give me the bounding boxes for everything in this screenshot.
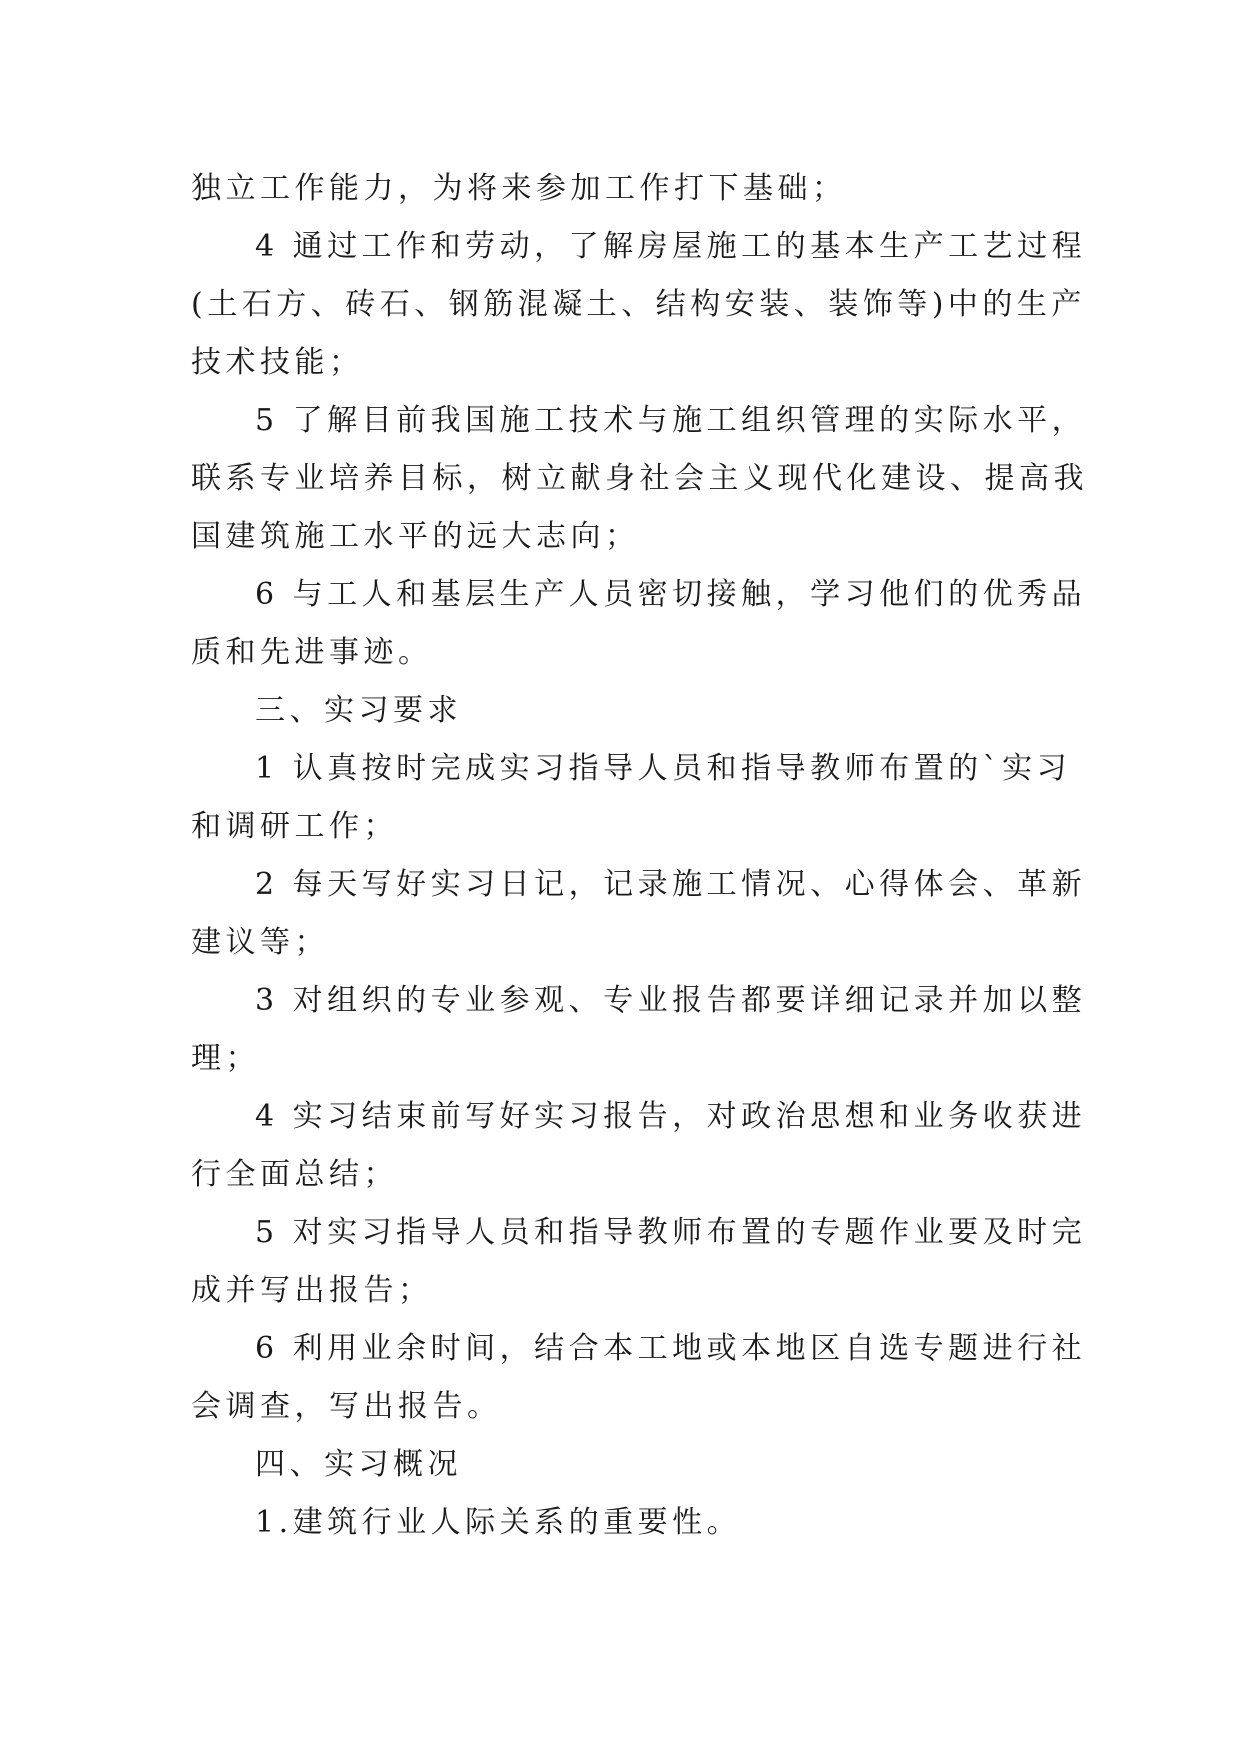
- text-line: 6 利用业余时间，结合本工地或本地区自选专题进行社: [255, 1331, 1087, 1366]
- text-line: 理；: [191, 1041, 260, 1076]
- text-line: 建议等；: [191, 925, 329, 960]
- text-line: 行全面总结；: [191, 1157, 398, 1192]
- text-line: 成并写出报告；: [191, 1273, 433, 1308]
- text-line: 4 通过工作和劳动，了解房屋施工的基本生产工艺过程: [255, 229, 1087, 264]
- text-line: 会调查，写出报告。: [191, 1389, 502, 1424]
- text-line: 5 了解目前我国施工技术与施工组织管理的实际水平，: [255, 403, 1087, 438]
- text-line: 质和先进事迹。: [191, 635, 433, 670]
- text-line: 1 认真按时完成实习指导人员和指导教师布置的`实习: [255, 751, 1072, 786]
- document-body: [191, 160, 1088, 1552]
- text-line: 独立工作能力，为将来参加工作打下基础；: [191, 171, 847, 206]
- text-line: 国建筑施工水平的远大志向；: [191, 519, 640, 554]
- text-line: 5 对实习指导人员和指导教师布置的专题作业要及时完: [255, 1215, 1087, 1250]
- text-line: 6 与工人和基层生产人员密切接触，学习他们的优秀品: [255, 577, 1087, 612]
- text-line: 4 实习结束前写好实习报告，对政治思想和业务收获进: [255, 1099, 1087, 1134]
- text-line: (土石方、砖石、钢筋混凝土、结构安装、装饰等)中的生产: [191, 287, 1086, 322]
- text-line: 2 每天写好实习日记，记录施工情况、心得体会、革新: [255, 867, 1087, 902]
- section-heading: 三、实习要求: [255, 693, 462, 728]
- text-line: 联系专业培养目标，树立献身社会主义现代化建设、提高我: [191, 461, 1088, 496]
- text-line: 1.建筑行业人际关系的重要性。: [255, 1505, 742, 1540]
- text-line: 3 对组织的专业参观、专业报告都要详细记录并加以整: [255, 983, 1087, 1018]
- section-heading: 四、实习概况: [255, 1447, 462, 1482]
- text-line: 技术技能；: [191, 345, 364, 380]
- text-line: 和调研工作；: [191, 809, 398, 844]
